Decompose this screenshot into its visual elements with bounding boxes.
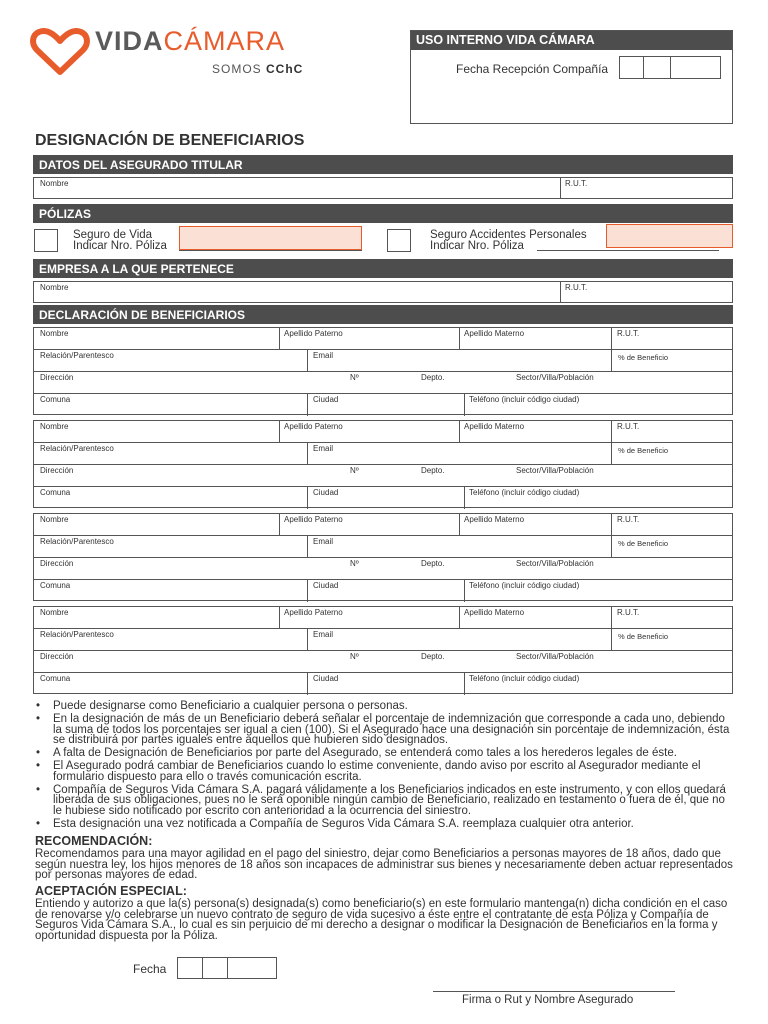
beneficiary-email-label: Email <box>313 630 334 639</box>
beneficiary-apellido-materno-label: Apellido Materno <box>464 608 525 617</box>
beneficiary-row-name[interactable] <box>34 328 732 350</box>
beneficiary-porcentaje-label: % de Beneficio <box>618 539 669 548</box>
beneficiary-sector-label: Sector/Villa/Población <box>516 466 594 475</box>
beneficiary-nombre-label: Nombre <box>40 329 69 338</box>
terms-item: • Esta designación una vez notificada a Compañía de Seguros Vida Cámara S.A. reemplaza cualquier otra anterior. <box>36 819 736 830</box>
beneficiary-porcentaje-label: % de Beneficio <box>618 446 669 455</box>
beneficiary-depto-label: Depto. <box>421 559 445 568</box>
seguro-vida-underline <box>179 250 362 251</box>
internal-use-title: USO INTERNO VIDA CÁMARA <box>411 31 732 50</box>
beneficiary-depto-label: Depto. <box>421 466 445 475</box>
beneficiary-ciudad-label: Ciudad <box>313 674 339 683</box>
beneficiary-telefono-label: Teléfono (incluir código ciudad) <box>469 674 580 683</box>
beneficiary-relacion-label: Relación/Parentesco <box>40 630 114 639</box>
beneficiary-telefono-label: Teléfono (incluir código ciudad) <box>469 488 580 497</box>
beneficiary-apellido-paterno-label: Apellido Paterno <box>284 329 343 338</box>
brand-camara: CÁMARA <box>163 26 286 56</box>
seguro-vida-checkbox[interactable] <box>34 229 58 252</box>
beneficiary-rut-label: R.U.T. <box>617 329 640 338</box>
seguro-vida-line1: Seguro de Vida <box>73 229 153 241</box>
beneficiary-apellido-materno-label: Apellido Materno <box>464 515 525 524</box>
terms-item: • El Asegurado podrá cambiar de Beneficiarios cuando lo estime conveniente, dando aviso por escrito al Asegurador mediante el formulario dispuesto para ello o través comunicación escrita. <box>36 761 736 782</box>
beneficiary-row-direccion[interactable] <box>34 558 732 580</box>
beneficiary-email-label: Email <box>313 537 334 546</box>
beneficiary-row-comuna[interactable] <box>34 487 732 509</box>
beneficiary-direccion-label: Dirección <box>40 559 74 568</box>
beneficiary-numero-label: Nº <box>350 559 359 568</box>
beneficiary-numero-label: Nº <box>350 652 359 661</box>
beneficiary-rut-label: R.U.T. <box>617 608 640 617</box>
beneficiary-relacion-label: Relación/Parentesco <box>40 537 114 546</box>
beneficiary-email-label: Email <box>313 444 334 453</box>
beneficiary-row-comuna[interactable] <box>34 673 732 695</box>
beneficiary-ciudad-label: Ciudad <box>313 488 339 497</box>
beneficiary-row-comuna[interactable] <box>34 394 732 416</box>
beneficiary-comuna-label: Comuna <box>40 581 71 590</box>
seguro-accidentes-label <box>430 230 587 252</box>
internal-use-box <box>410 30 733 124</box>
beneficiary-telefono-label: Teléfono (incluir código ciudad) <box>469 581 580 590</box>
beneficiary-row-direccion[interactable] <box>34 651 732 673</box>
beneficiary-block <box>33 420 733 508</box>
seguro-accidentes-checkbox[interactable] <box>387 229 411 252</box>
terms-item: • En la designación de más de un Beneficiario deberá señalar el porcentaje de indemnización que corresponde a cada uno, debiendo la suma de todos los porcentajes ser igual a cien (100). Si el Asegurado hace una designación sin porcentaje de indemnización, ésta se distribuirá por partes iguales entre aquellos que hubieren sido designados. <box>36 714 736 746</box>
seguro-accidentes-line2: Indicar Nro. Póliza <box>430 240 524 252</box>
terms-list <box>36 701 736 832</box>
section-polizas: PÓLIZAS <box>33 204 733 223</box>
beneficiary-block <box>33 606 733 694</box>
asegurado-nombre-label: Nombre <box>40 179 69 188</box>
section-empresa: EMPRESA A LA QUE PERTENECE <box>33 259 733 278</box>
beneficiary-block <box>33 327 733 415</box>
beneficiary-row-relacion[interactable] <box>34 629 732 651</box>
seguro-vida-poliza-input[interactable] <box>179 226 362 250</box>
beneficiary-sector-label: Sector/Villa/Población <box>516 652 594 661</box>
beneficiary-rut-label: R.U.T. <box>617 515 640 524</box>
terms-item: • A falta de Designación de Beneficiarios por parte del Asegurado, se entenderá como tales a los herederos legales de éste. <box>36 748 736 759</box>
beneficiary-apellido-materno-label: Apellido Materno <box>464 422 525 431</box>
beneficiary-row-relacion[interactable] <box>34 443 732 465</box>
recomendacion-title: RECOMENDACIÓN: <box>35 834 153 848</box>
brand-vida: VIDA <box>95 26 164 56</box>
tagline-cchc: CChC <box>266 62 304 76</box>
beneficiary-relacion-label: Relación/Parentesco <box>40 351 114 360</box>
beneficiary-ciudad-label: Ciudad <box>313 581 339 590</box>
fecha-field[interactable] <box>177 957 277 979</box>
beneficiary-row-name[interactable] <box>34 607 732 629</box>
beneficiary-nombre-label: Nombre <box>40 422 69 431</box>
brand-tagline <box>212 62 303 76</box>
beneficiary-row-direccion[interactable] <box>34 372 732 394</box>
terms-item: • Compañía de Seguros Vida Cámara S.A. pagará válidamente a los Beneficiarios indicados en este instrumento, y con ellos quedará liberada de sus obligaciones, pues no le será oponible ningún cambio de Beneficiario, realizado en testamento o fuera de él, que no le hubiese sido notificado por escrito con anterioridad a la ocurrencia del siniestro. <box>36 785 736 817</box>
beneficiary-apellido-paterno-label: Apellido Paterno <box>284 515 343 524</box>
beneficiary-comuna-label: Comuna <box>40 395 71 404</box>
beneficiary-numero-label: Nº <box>350 466 359 475</box>
beneficiary-depto-label: Depto. <box>421 652 445 661</box>
beneficiary-email-label: Email <box>313 351 334 360</box>
aceptacion-text: Entiendo y autorizo a que la(s) persona(s) designada(s) como beneficiario(s) en este formulario mantenga(n) dicha condición en el caso de renovarse y/o celebrarse un nuevo contrato de seguro de vida sucesivo a éste entre el contratante de esta Póliza y Compañía de Seguros Vida Cámara S.A., lo cual es sin perjuicio de mi derecho a designar o modificar la Designación de Beneficiarios en la forma y oportunidad dispuesta por la Póliza. <box>35 898 728 942</box>
beneficiary-block <box>33 513 733 601</box>
empresa-rut-label: R.U.T. <box>565 283 588 292</box>
beneficiary-direccion-label: Dirección <box>40 466 74 475</box>
heart-logo-icon <box>30 28 90 76</box>
seguro-vida-line2: Indicar Nro. Póliza <box>73 240 167 252</box>
asegurado-rut-label: R.U.T. <box>565 179 588 188</box>
beneficiary-comuna-label: Comuna <box>40 674 71 683</box>
beneficiary-telefono-label: Teléfono (incluir código ciudad) <box>469 395 580 404</box>
beneficiary-row-name[interactable] <box>34 514 732 536</box>
beneficiary-rut-label: R.U.T. <box>617 422 640 431</box>
beneficiary-apellido-paterno-label: Apellido Paterno <box>284 608 343 617</box>
signature-line[interactable] <box>433 991 675 992</box>
beneficiary-row-name[interactable] <box>34 421 732 443</box>
fecha-recepcion-field[interactable] <box>619 56 721 79</box>
beneficiary-ciudad-label: Ciudad <box>313 395 339 404</box>
beneficiary-nombre-label: Nombre <box>40 515 69 524</box>
section-declaracion: DECLARACIÓN DE BENEFICIARIOS <box>33 305 733 324</box>
aceptacion-title: ACEPTACIÓN ESPECIAL: <box>35 884 187 898</box>
asegurado-row[interactable] <box>33 177 733 199</box>
beneficiary-relacion-label: Relación/Parentesco <box>40 444 114 453</box>
brand-name <box>95 28 285 55</box>
beneficiary-apellido-paterno-label: Apellido Paterno <box>284 422 343 431</box>
beneficiary-direccion-label: Dirección <box>40 373 74 382</box>
empresa-row[interactable] <box>33 281 733 303</box>
beneficiary-row-comuna[interactable] <box>34 580 732 602</box>
beneficiary-nombre-label: Nombre <box>40 608 69 617</box>
beneficiary-porcentaje-label: % de Beneficio <box>618 353 669 362</box>
signature-label: Firma o Rut y Nombre Asegurado <box>462 994 634 1006</box>
terms-item: • Puede designarse como Beneficiario a cualquier persona o personas. <box>36 701 736 712</box>
tagline-somos: SOMOS <box>212 62 262 76</box>
beneficiary-numero-label: Nº <box>350 373 359 382</box>
beneficiary-depto-label: Depto. <box>421 373 445 382</box>
fecha-label: Fecha <box>133 962 167 976</box>
section-asegurado: DATOS DEL ASEGURADO TITULAR <box>33 155 733 174</box>
seguro-vida-label <box>73 230 167 252</box>
seguro-accidentes-poliza-input[interactable] <box>606 224 733 248</box>
beneficiary-direccion-label: Dirección <box>40 652 74 661</box>
beneficiary-porcentaje-label: % de Beneficio <box>618 632 669 641</box>
beneficiary-sector-label: Sector/Villa/Población <box>516 559 594 568</box>
empresa-nombre-label: Nombre <box>40 283 69 292</box>
beneficiary-sector-label: Sector/Villa/Población <box>516 373 594 382</box>
seguro-accidentes-underline <box>537 250 719 251</box>
fecha-recepcion-label: Fecha Recepción Compañía <box>456 62 609 76</box>
page-title: DESIGNACIÓN DE BENEFICIARIOS <box>35 132 305 149</box>
seguro-accidentes-line1: Seguro Accidentes Personales <box>430 229 587 241</box>
beneficiary-comuna-label: Comuna <box>40 488 71 497</box>
beneficiary-row-direccion[interactable] <box>34 465 732 487</box>
beneficiary-row-relacion[interactable] <box>34 536 732 558</box>
beneficiary-row-relacion[interactable] <box>34 350 732 372</box>
recomendacion-text: Recomendamos para una mayor agilidad en el pago del siniestro, dejar como Beneficiarios a personas mayores de 18 años, dado que según nuestra ley, los hijos menores de 18 años son incapaces de administrar sus bienes y necesariamente deben actuar representados por personas mayores de edad. <box>35 848 733 881</box>
beneficiary-apellido-materno-label: Apellido Materno <box>464 329 525 338</box>
